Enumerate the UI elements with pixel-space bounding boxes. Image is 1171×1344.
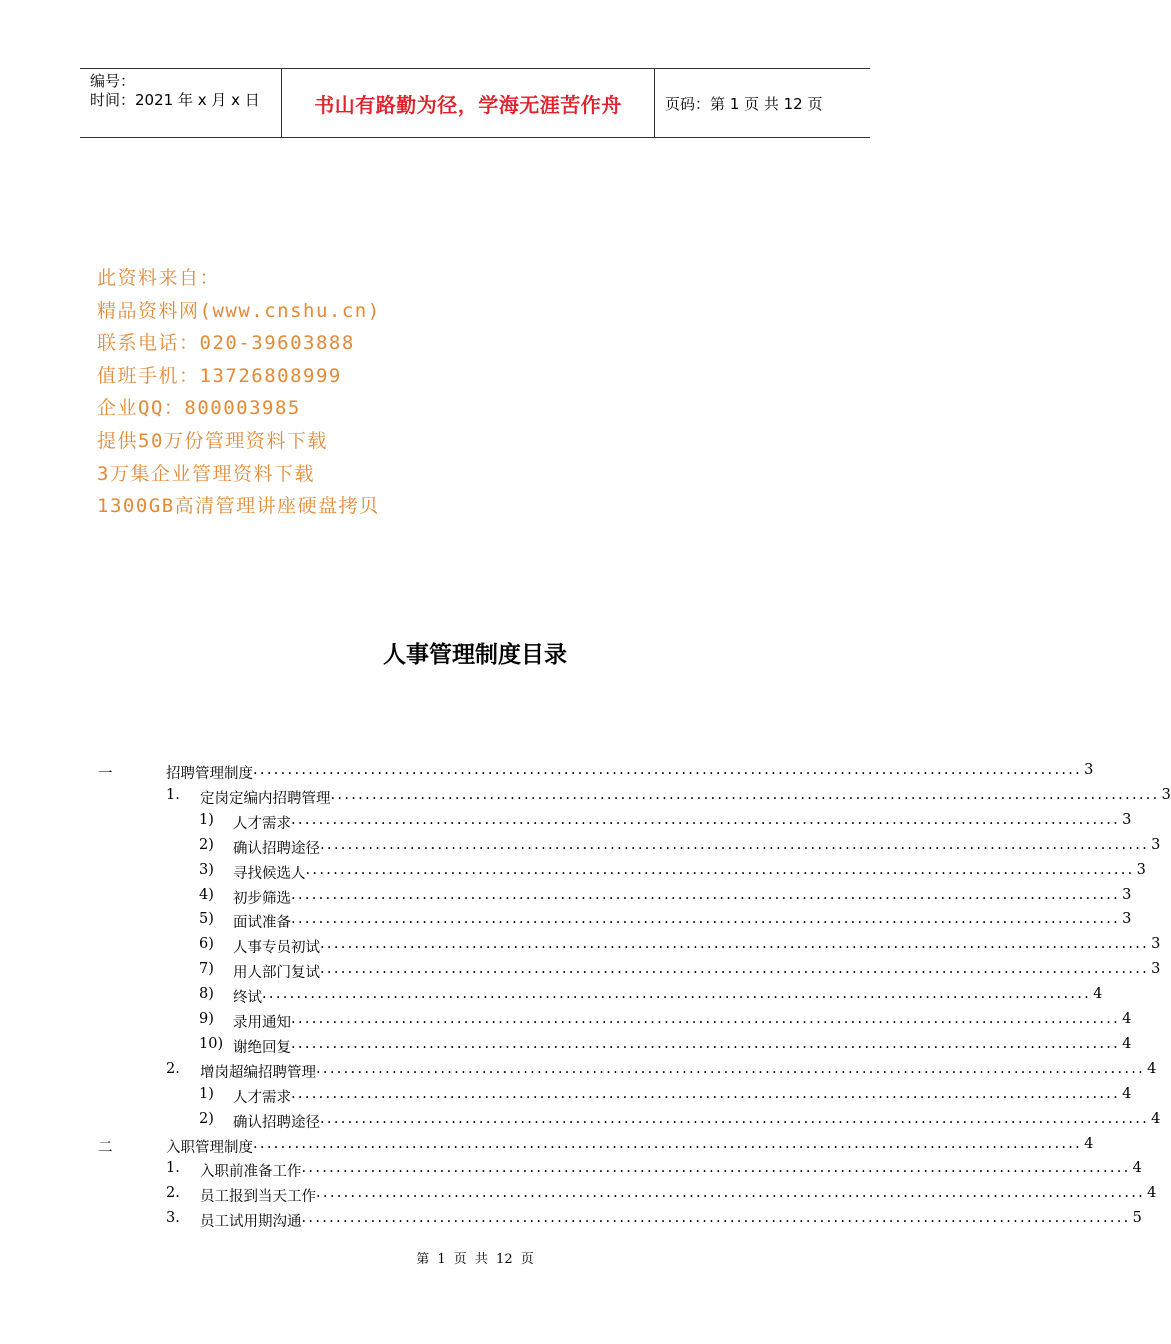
toc-title: 初步筛选 xyxy=(233,890,291,907)
toc-leader-dots: ........................................................................................................................ xyxy=(291,886,1121,903)
toc-leader-dots: ........................................................................................................................ xyxy=(330,786,1160,803)
toc-entry[interactable] xyxy=(0,833,1161,858)
toc-number: 3. xyxy=(166,1210,180,1227)
promo-line: 企业QQ：800003985 xyxy=(97,397,301,420)
toc-leader-dots: ........................................................................................................................ xyxy=(320,961,1150,978)
toc-entry[interactable] xyxy=(0,982,1103,1007)
toc-entry-line xyxy=(200,1185,1157,1206)
toc-title: 寻找候选人 xyxy=(233,865,306,882)
toc-entry[interactable] xyxy=(0,1057,1157,1082)
toc-number: 2) xyxy=(199,836,214,853)
toc-title: 确认招聘途径 xyxy=(233,1114,320,1131)
toc-entry-line xyxy=(233,1085,1132,1107)
toc-number: 2) xyxy=(199,1110,214,1127)
toc-leader-dots: ........................................................................................................................ xyxy=(320,936,1150,953)
toc-number: 1. xyxy=(166,1160,180,1177)
toc-title: 入职管理制度 xyxy=(166,1139,253,1156)
page-label: 页码：第 1 页 共 12 页 xyxy=(665,94,823,113)
toc-title: 终试 xyxy=(233,990,262,1007)
toc-entry-line xyxy=(233,861,1146,883)
toc-leader-dots: ........................................................................................................................ xyxy=(291,911,1121,928)
document-header xyxy=(80,68,870,138)
toc-number: 9) xyxy=(199,1011,214,1027)
toc-title: 谢绝回复 xyxy=(233,1039,291,1056)
toc-title: 入职前准备工作 xyxy=(200,1164,302,1181)
toc-leader-dots: ........................................................................................................................ xyxy=(316,1185,1146,1202)
toc-page-number: 4 xyxy=(1147,1060,1157,1077)
motto: 书山有路勤为径，学海无涯苦作舟 xyxy=(314,92,622,117)
toc-number: 1) xyxy=(199,1085,214,1102)
promo-line: 此资料来自： xyxy=(97,267,221,289)
toc-page-number: 4 xyxy=(1122,1011,1132,1027)
toc-number: 2. xyxy=(166,1060,180,1077)
toc-entry[interactable] xyxy=(0,1181,1157,1206)
toc-title: 增岗超编招聘管理 xyxy=(200,1064,316,1081)
toc-title: 人才需求 xyxy=(233,1089,291,1106)
promo-line: 提供50万份管理资料下载 xyxy=(97,429,328,452)
toc-entry-line xyxy=(200,786,1171,808)
toc-title: 确认招聘途径 xyxy=(233,840,320,857)
toc-leader-dots: ........................................................................................................................ xyxy=(316,1060,1146,1077)
toc-title: 员工报到当天工作 xyxy=(200,1189,316,1206)
toc-leader-dots: ........................................................................................................................ xyxy=(301,1160,1131,1177)
toc-number: 1. xyxy=(166,786,180,803)
toc-page-number: 3 xyxy=(1084,762,1094,778)
toc-number: 一 xyxy=(98,766,113,782)
header-page-cell xyxy=(655,69,870,137)
toc-page-number: 3 xyxy=(1122,911,1132,928)
toc-page-number: 4 xyxy=(1151,1110,1161,1127)
toc-entry-line xyxy=(233,911,1132,932)
toc-entry[interactable] xyxy=(0,883,1132,908)
header-motto-cell xyxy=(282,69,655,137)
toc-number: 4) xyxy=(199,886,214,903)
toc-page-number: 3 xyxy=(1151,836,1161,853)
promo-line: 3万集企业管理资料下载 xyxy=(97,462,315,485)
toc-entry-line xyxy=(233,886,1132,908)
toc-title: 招聘管理制度 xyxy=(166,766,253,782)
time-label: 时间：2021 年 x 月 x 日 xyxy=(90,91,260,109)
toc-entry[interactable] xyxy=(0,957,1161,982)
toc-page-number: 4 xyxy=(1132,1160,1142,1177)
toc-entry[interactable] xyxy=(0,858,1146,883)
toc-leader-dots: ........................................................................................................................ xyxy=(253,762,1083,778)
toc-entry-line xyxy=(233,1110,1161,1132)
toc-page-number: 4 xyxy=(1093,986,1103,1003)
toc-page-number: 3 xyxy=(1151,936,1161,953)
toc-leader-dots: ........................................................................................................................ xyxy=(291,1011,1121,1027)
toc-entry[interactable] xyxy=(0,758,1094,783)
toc-entry-line xyxy=(200,1160,1142,1181)
toc-title: 录用通知 xyxy=(233,1015,291,1031)
toc-number: 2. xyxy=(166,1185,180,1202)
toc-title: 面试准备 xyxy=(233,915,291,932)
toc-entry-line xyxy=(233,961,1161,982)
toc-page-number: 3 xyxy=(1122,886,1132,903)
number-label: 编号： xyxy=(90,72,136,90)
toc-number: 10) xyxy=(199,1035,224,1052)
promo-line: 精品资料网(www.cnshu.cn) xyxy=(97,299,381,322)
toc-entry[interactable] xyxy=(0,1032,1132,1057)
toc-title: 定岗定编内招聘管理 xyxy=(200,790,331,807)
promo-line: 1300GB高清管理讲座硬盘拷贝 xyxy=(97,495,380,518)
toc-number: 5) xyxy=(199,911,214,928)
toc-entry-line xyxy=(233,1011,1132,1032)
toc-page-number: 3 xyxy=(1122,811,1132,828)
toc-entry[interactable] xyxy=(0,1007,1132,1032)
toc-number: 8) xyxy=(199,986,214,1003)
toc-leader-dots: ........................................................................................................................ xyxy=(262,986,1092,1003)
toc-entry[interactable] xyxy=(0,932,1161,957)
toc-entry[interactable] xyxy=(0,1082,1132,1107)
page-footer: 第 1 页 共 12 页 xyxy=(416,1252,534,1267)
toc-entry[interactable] xyxy=(0,1206,1142,1231)
toc-title: 员工试用期沟通 xyxy=(200,1214,302,1231)
toc-entry[interactable] xyxy=(0,808,1132,833)
toc-number: 3) xyxy=(199,861,214,878)
toc-page-number: 3 xyxy=(1151,961,1161,978)
toc-entry[interactable] xyxy=(0,1107,1161,1132)
toc-entry[interactable] xyxy=(0,783,1171,808)
toc-entry[interactable] xyxy=(0,1156,1142,1181)
toc-entry-line xyxy=(233,1035,1132,1057)
toc-page-number: 4 xyxy=(1147,1185,1157,1202)
toc-title: 用人部门复试 xyxy=(233,965,320,982)
toc-entry-line xyxy=(200,1210,1142,1231)
toc-leader-dots: ........................................................................................................................ xyxy=(301,1210,1131,1227)
toc-number: 6) xyxy=(199,936,214,953)
toc-leader-dots: ........................................................................................................................ xyxy=(253,1135,1083,1152)
header-left-cell xyxy=(80,69,282,137)
toc-entry-line xyxy=(233,836,1161,858)
document-title: 人事管理制度目录 xyxy=(383,642,567,668)
toc-entry[interactable] xyxy=(0,1132,1094,1157)
toc-page-number: 3 xyxy=(1136,861,1146,878)
toc-leader-dots: ........................................................................................................................ xyxy=(320,836,1150,853)
promo-line: 值班手机：13726808999 xyxy=(97,364,342,387)
toc-page-number: 4 xyxy=(1122,1085,1132,1102)
toc-leader-dots: ........................................................................................................................ xyxy=(291,811,1121,828)
toc-entry-line xyxy=(166,1135,1094,1157)
toc-number: 1) xyxy=(199,811,214,828)
toc-leader-dots: ........................................................................................................................ xyxy=(291,1035,1121,1052)
toc-page-number: 5 xyxy=(1132,1210,1142,1227)
toc-entry-line xyxy=(233,986,1103,1007)
toc-entry-line xyxy=(200,1060,1157,1082)
toc-leader-dots: ........................................................................................................................ xyxy=(305,861,1135,878)
toc-page-number: 4 xyxy=(1122,1035,1132,1052)
toc-entry-line xyxy=(233,811,1132,833)
toc-leader-dots: ........................................................................................................................ xyxy=(291,1085,1121,1102)
toc-entry[interactable] xyxy=(0,907,1132,932)
toc-page-number: 4 xyxy=(1084,1135,1094,1152)
toc-number: 二 xyxy=(98,1139,113,1156)
toc-entry-line xyxy=(166,762,1094,783)
promo-block xyxy=(97,262,381,523)
toc-entry-line xyxy=(233,936,1161,957)
promo-line: 联系电话：020-39603888 xyxy=(97,332,355,355)
toc-page-number: 3 xyxy=(1161,786,1171,803)
toc-title: 人事专员初试 xyxy=(233,940,320,957)
toc-title: 人才需求 xyxy=(233,815,291,832)
toc-number: 7) xyxy=(199,961,214,978)
toc-leader-dots: ........................................................................................................................ xyxy=(320,1110,1150,1127)
